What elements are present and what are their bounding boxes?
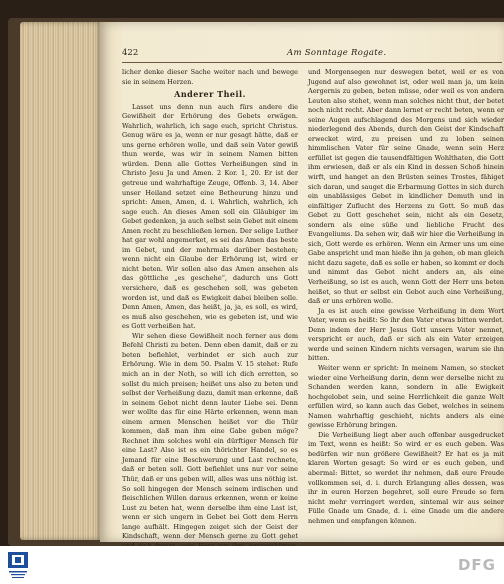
right-paragraph-4: Die Verheißung liegt aber auch offenbar ausgedrucket im Text, wenn es heißt: So wird er es euch geben. Was bedürfen wir nun größere Gewißheit? Er hat es ja mit klaren Worten gesagt: So wird er es euch geben, und abermal: Bittet, so werdet ihr nehmen, daß eure Freude vollkommen sei, d. i. durch Erlangung alles dessen, was ihr in euren Herzen begehret, soll eure Freude so fern nicht mehr verringert werden, sintemal wir aus seiner Fülle Gnade um Gnade, d. i. eine Gnade um die andere nehmen und empfangen können.	[308, 430, 504, 525]
book-page	[100, 22, 504, 542]
left-paragraph-2: Wir sehen diese Gewißheit noch ferner aus dem Befehl Christi zu beten. Denn eben damit, daß er zu beten befiehlet, verbindet er sich auch zur Erhörung. Wie in dem 50. Psalm V. 15 stehet: Rufe mich an in der Noth, so will ich dich erretten, so sollst du mich preisen; heißet uns also zu beten und selbst der Verheißung dazu, damit man erkenne, daß in seinem Gebot nicht denn lauter Liebe sei. Denn wer wollte das für eine Härte erkennen, wenn man einem armen Menschen heißet vor die Thür kommen, daß man ihm eine Gabe geben möge? Rechnet ihm solches wohl ein dürftiger Mensch für eine Last? Also ist es ein thörichter Handel, so es Jemand für eine Beschwerung und Last rechnete, daß er beten soll. Gott befiehlet uns nur vor seine Thür, daß er uns geben will, alles was uns nöthig ist. So soll hingegen der Mensch seinem irdischen und fleischlichen Willen daraus erkennen, wenn er keine Lust zu beten hat, wenn derselbe ihm eine Last ist, wenn er sich ungern in Gebet bei Gott dem Herrn lange aufhält. Hingegen zeiget sich der Geist der Kindschaft, wenn der Mensch gerne zu Gott gehet	[122, 331, 298, 541]
running-title: Am Sonntage Rogate.	[287, 48, 387, 58]
right-paragraph-1: und Morgensegen nur deswegen betet, weil er es von Jugend auf also gewohnet ist, oder weil man ja, um kein Aergernis zu geben, beten müsse, oder weil es von andern Leuten also stehet, wenn man solches nicht thut, der betet noch nicht recht. Aber dann lernet er recht beten, wenn er seine Augen aufschlagend des Morgens und sich wieder niederlegend des Abends, durch den Geist der Kindschaft erwecket wird, zu preisen und zu loben seinen himmlischen Vater für seine Gnade, wenn sein Herz erfüllet ist gegen die tausendfältigen Wohlthaten, die Gott ihm erwiesen, daß er als ein Kind in dessen Schoß hinein wirft, und hanget an den Brüsten seines Trostes, fähiget sich daran, und sauget die Erbarmung Gottes in sich durch ein unablässiges Gebet in kindlicher Demuth und in einfältiger Zuflucht des Herzens zu Gott. So muß das Gebet zu Gott geschehet sein, nicht als ein Gesetz, sondern als eine süße und liebliche Frucht des Evangeliums. Da sehen wir, daß wir hier die Verheißung in sich, Gott werde es erhören. Wenn ein Armer uns um eine Gabe anspricht und man hieße ihn ja gehen, ob man gleich nicht dazu sagete, daß es solle er haben, so kommt er doch und nimmt das Gebot nicht anders an, als eine Verheißung, so ist es auch, wenn Gott der Herr uns beten heißet, so thut er selbst ein Gebot auch eine Verheißung, daß er uns erhören wolle.	[308, 68, 504, 306]
section-heading: Anderer Theil.	[174, 89, 246, 100]
right-paragraph-3: Weiter wenn er spricht: In meinem Namen, so stecket wieder eine Verheißung darin, denn wer derselbe nicht zu Schanden werden kann, sondern in alle Ewigkeit hochgelobet sein, und seine Herrlichkeit die ganze Welt erfüllen wird, so kann auch das Gebet, welches in seinem Namen wahrhaftig geschieht, nichts anders als eine gewisse Erhörung bringen.	[308, 363, 504, 430]
left-column	[122, 68, 298, 561]
library-seal-icon	[6, 550, 30, 580]
page-edges	[20, 22, 102, 540]
right-paragraph-2: Ja es ist auch eine gewisse Verheißung in dem Wort Vater, wenn es heißt: So ihr den Vater etwas bitten werdet. Denn indem der Herr Jesus Gott unsern Vater nennet, verspricht er auch, daß er sich als ein Vater erzeigen werde und seinen Kindern nichts versagen, warum sie ihn bitten.	[308, 306, 504, 363]
page-number: 422	[122, 48, 139, 58]
dfg-logo: DFG	[457, 556, 496, 574]
header-rule	[122, 62, 502, 63]
footer-bar	[0, 546, 504, 584]
right-column	[308, 68, 504, 526]
left-top-lines: licher denke dieser Sache weiter nach und bewege sie in seinem Herzen.	[122, 68, 298, 86]
left-paragraph-1: Lasset uns denn nun auch fürs andere die Gewißheit der Erhörung des Gebets erwägen. Wahrlich, wahrlich, ich sage euch, spricht Christus. Genug wäre es ja, wenn er nur gesagt hätte, daß er uns gerne erhören wolle, und daß sein Vater gewiß thun werde, was wir in seinem Namen bitten würden. Denn alle Gottes Verheißungen sind in Christo Jesu Ja und Amen. 2 Kor. 1, 20. Er ist der getreue und wahrhaftige Zeuge, Offenb. 3, 14. Aber unser Heiland setzet eine Betheurung hinzu und spricht: Amen, Amen, d. i. Wahrlich, wahrlich, ich sage euch. An dieses Amen soll ein Gläubiger im Gebet gedenken, ja auch selbst sein Gebet mit einem Amen recht zu beschließen lernen. Der selige Luther hat gar wohl angemerket, es sei das Amen das beste im Gebet, und der mehrmals darüber bestehen; wenn nicht ein Glaube der Erhörung ist, wird er nicht beten. Wir sollen also das Amen ansehen als das göttliche „es geschehe“, dadurch uns Gott versichere, daß es geschehen soll, was gebeten worden ist, und daß es Ewigkeit dabei bleiben solle. Denn Amen, Amen, das heißt, ja, ja, es soll, es wird, es muß also geschehen, wie es gebeten ist, und wie es Gott verheißen hat.	[122, 102, 298, 331]
page-header	[122, 48, 496, 62]
